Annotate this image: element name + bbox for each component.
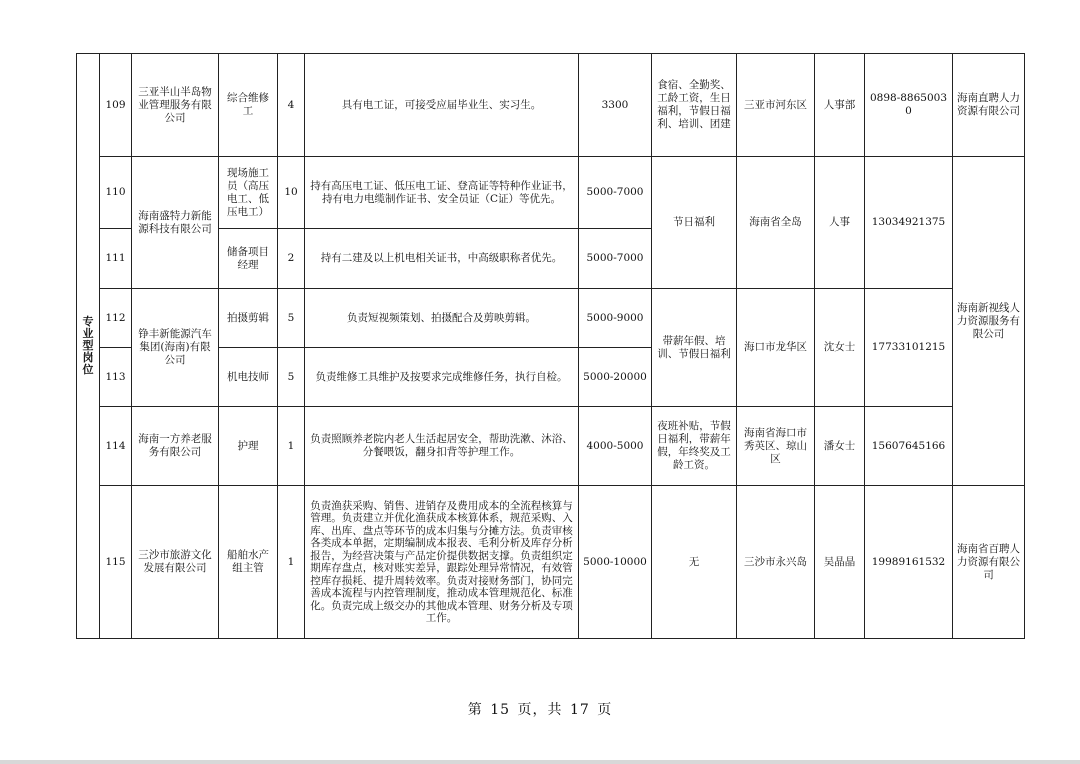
requirement-cell: 负责维修工具维护及按要求完成维修任务，执行自检。 xyxy=(305,348,579,407)
location-cell: 海口市龙华区 xyxy=(737,289,815,407)
count-cell: 4 xyxy=(278,54,305,157)
table-row xyxy=(77,407,1025,486)
company-cell: 海南一方养老服务有限公司 xyxy=(132,407,219,486)
salary-cell: 4000-5000 xyxy=(579,407,652,486)
benefits-cell: 夜班补贴，节假日福利，带薪年假，年终奖及工龄工资。 xyxy=(652,407,737,486)
phone-cell: 19989161532 xyxy=(865,486,953,639)
requirement-cell: 负责照顾养老院内老人生活起居安全，帮助洗漱、沐浴、分餐喂饭，翻身扣背等护理工作。 xyxy=(305,407,579,486)
row-number: 110 xyxy=(100,157,132,229)
phone-cell: 13034921375 xyxy=(865,157,953,289)
salary-cell: 5000-7000 xyxy=(579,157,652,229)
page-prefix: 第 xyxy=(467,702,483,718)
position-cell: 综合维修工 xyxy=(219,54,278,157)
requirement-cell: 持有二建及以上机电相关证书，中高级职称者优先。 xyxy=(305,229,579,289)
count-cell: 10 xyxy=(278,157,305,229)
page-mid: 页，共 xyxy=(517,702,563,718)
table-row xyxy=(77,157,1025,229)
count-cell: 1 xyxy=(278,407,305,486)
count-cell: 5 xyxy=(278,348,305,407)
benefits-cell: 节日福利 xyxy=(652,157,737,289)
agency-cell: 海南新视线人力资源服务有限公司 xyxy=(953,157,1025,486)
category-label: 专业型岗位 xyxy=(82,315,94,376)
requirement-cell: 具有电工证，可接受应届毕业生、实习生。 xyxy=(305,54,579,157)
contact-cell: 沈女士 xyxy=(815,289,865,407)
table-row xyxy=(77,54,1025,157)
row-number: 115 xyxy=(100,486,132,639)
requirement-cell: 持有高压电工证、低压电工证、登高证等特种作业证书，持有电力电缆制作证书、安全员证（C证）等优先。 xyxy=(305,157,579,229)
salary-cell: 5000-10000 xyxy=(579,486,652,639)
contact-cell: 人事部 xyxy=(815,54,865,157)
position-cell: 拍摄剪辑 xyxy=(219,289,278,348)
benefits-cell: 无 xyxy=(652,486,737,639)
page-current: 15 xyxy=(490,702,511,718)
row-number: 114 xyxy=(100,407,132,486)
job-table xyxy=(76,53,1025,639)
phone-cell: 0898-88650030 xyxy=(865,54,953,157)
company-cell: 三亚半山半岛物业管理服务有限公司 xyxy=(132,54,219,157)
salary-cell: 5000-20000 xyxy=(579,348,652,407)
company-cell: 海南盛特力新能源科技有限公司 xyxy=(132,157,219,289)
contact-cell: 人事 xyxy=(815,157,865,289)
position-cell: 机电技师 xyxy=(219,348,278,407)
location-cell: 三亚市河东区 xyxy=(737,54,815,157)
agency-cell: 海南直聘人力资源有限公司 xyxy=(953,54,1025,157)
position-cell: 船舶水产组主管 xyxy=(219,486,278,639)
table-row xyxy=(77,486,1025,639)
position-cell: 储备项目经理 xyxy=(219,229,278,289)
location-cell: 海南省海口市秀英区、琼山区 xyxy=(737,407,815,486)
page-suffix: 页 xyxy=(597,702,613,718)
table-row xyxy=(77,289,1025,348)
row-number: 112 xyxy=(100,289,132,348)
salary-cell: 3300 xyxy=(579,54,652,157)
row-number: 113 xyxy=(100,348,132,407)
count-cell: 5 xyxy=(278,289,305,348)
company-cell: 三沙市旅游文化发展有限公司 xyxy=(132,486,219,639)
position-cell: 护理 xyxy=(219,407,278,486)
count-cell: 2 xyxy=(278,229,305,289)
row-number: 109 xyxy=(100,54,132,157)
position-cell: 现场施工员（高压电工、低压电工） xyxy=(219,157,278,229)
phone-cell: 15607645166 xyxy=(865,407,953,486)
agency-cell: 海南省百聘人力资源有限公司 xyxy=(953,486,1025,639)
category-cell xyxy=(77,54,100,639)
contact-cell: 吴晶晶 xyxy=(815,486,865,639)
requirement-cell: 负责渔获采购、销售、进销存及费用成本的全流程核算与管理。负责建立并优化渔获成本核算体系，规范采购、入库、出库、盘点等环节的成本归集与分摊方法。负责审核各类成本单据，定期编制成本报表、毛利分析及库存分析报告，为经营决策与产品定价提供数据支撑。负责组织定期库存盘点，核对账实差异，跟踪处理异常情况，有效管控库存损耗、提升周转效率。负责对接财务部门，协同完善成本流程与内控管理制度，推动成本管理规范化、标准化。负责完成上级交办的其他成本管理、财务分析及专项工作。 xyxy=(305,486,579,639)
location-cell: 海南省全岛 xyxy=(737,157,815,289)
salary-cell: 5000-7000 xyxy=(579,229,652,289)
benefits-cell: 食宿、全勤奖、工龄工资，生日福利，节假日福利、培训、团建 xyxy=(652,54,737,157)
phone-cell: 17733101215 xyxy=(865,289,953,407)
requirement-cell: 负责短视频策划、拍摄配合及剪映剪辑。 xyxy=(305,289,579,348)
contact-cell: 潘女士 xyxy=(815,407,865,486)
benefits-cell: 带薪年假、培训、节假日福利 xyxy=(652,289,737,407)
page-bottom-edge xyxy=(0,760,1080,764)
count-cell: 1 xyxy=(278,486,305,639)
page-footer xyxy=(0,699,1080,719)
row-number: 111 xyxy=(100,229,132,289)
location-cell: 三沙市永兴岛 xyxy=(737,486,815,639)
page-total: 17 xyxy=(569,702,590,718)
salary-cell: 5000-9000 xyxy=(579,289,652,348)
company-cell: 铮丰新能源汽车集团(海南)有限公司 xyxy=(132,289,219,407)
